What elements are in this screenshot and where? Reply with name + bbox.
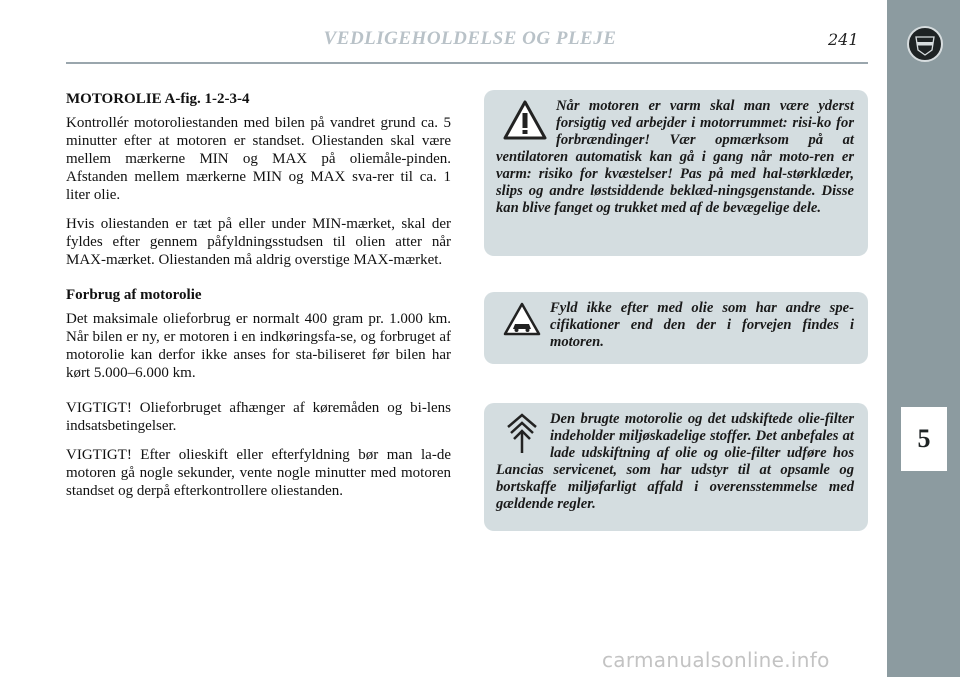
chapter-side-tab [887,0,960,677]
header-title: VEDLIGEHOLDELSE OG PLEJE [323,28,617,49]
caution-callout [484,292,868,364]
car-caution-icon [502,300,542,340]
important-note: VIGTIGT! Efter olieskift eller efterfyldning bør man la-de motoren gå nogle sekunder, vente nogle minutter med motoren standset og derpå efterkontrollere oliestanden. [66,447,451,499]
warning-text: Når motoren er varm skal man være yderst forsigtig ved arbejder i motorrummet: risi-ko for forbrændinger! Vær opmærksom på at ventilatoren automatisk kan gå i gang når moto-ren er varm: risiko for kvæstelser! Pas på med hal-størklæder, slips og andre løstsiddende beklæd-ningsgenstande. Disse kan blive fanget og trukket med af de bevægelige dele. [496,98,854,216]
subsection-heading: Forbrug af motorolie [66,287,202,303]
caution-text: Fyld ikke efter med olie som har andre spe-cifikationer end den der i forvejen findes i motoren. [550,300,854,350]
section-heading: MOTOROLIE A-fig. 1-2-3-4 [66,91,250,107]
lancia-logo-icon [907,26,943,62]
important-note: VIGTIGT! Olieforbruget afhænger af køremåden og bi-lens indsatsbetingelser. [66,400,451,434]
left-column [66,90,451,511]
watermark: carmanualsonline.info [602,648,830,672]
chapter-number: 5 [901,407,947,471]
warning-triangle-icon [502,98,548,144]
paragraph: Kontrollér motoroliestanden med bilen på vandret grund ca. 5 minutter efter at motoren er standset. Oliestanden skal være mellem mærkerne MIN og MAX på oliemåle-pinden. Afstanden mellem mærkerne MIN og MAX sva-rer til ca. 1 liter olie. [66,115,451,203]
environment-icon [502,411,542,455]
paragraph: Hvis oliestanden er tæt på eller under MIN-mærket, skal der fyldes efter gennem påfyldningsstudsen til olien atter når MAX-mærket. Oliestanden må aldrig overstige MAX-mærket. [66,216,451,268]
environment-callout [484,403,868,531]
paragraph: Det maksimale olieforbrug er normalt 400 gram pr. 1.000 km. Når bilen er ny, er motoren i en indkøringsfa-se, og forbruget af motorolie kan derfor ikke anses for sta-biliseret før bilen har kørt 5.000–6.000 km. [66,311,451,381]
header-rule [66,62,868,64]
warning-callout [484,90,868,256]
page-number: 241 [828,30,859,49]
environment-text: Den brugte motorolie og det udskiftede olie-filter indeholder miljøskadelige stoffer. Det anbefales at lade udskiftning af olie og olie-filter udføre hos Lancias servicenet, som har udstyr til at opsamle og bortskaffe miljøfarligt affald i overensstemmelse med gældende regler. [496,411,854,512]
